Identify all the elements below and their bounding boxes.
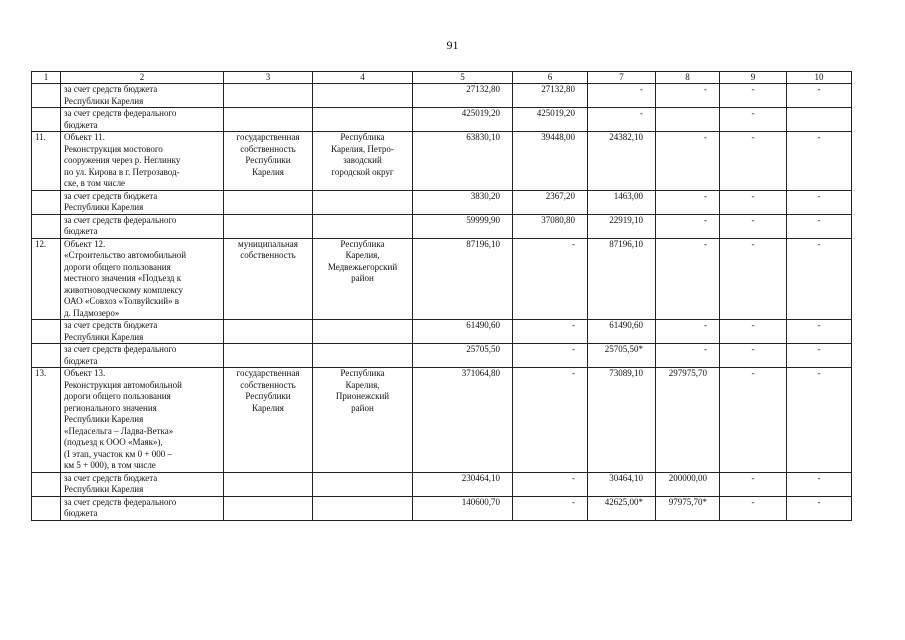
year-5-amount: -: [787, 496, 852, 520]
year-2-amount: -: [588, 84, 656, 108]
year-4-amount: -: [720, 190, 787, 214]
item-description: за счет средств бюджета Республики Карелия: [61, 472, 224, 496]
row-number: [32, 84, 61, 108]
table-row: [32, 132, 852, 191]
table-row: [32, 496, 852, 520]
total-cost: 425019,20: [413, 108, 513, 132]
item-description: Объект 11. Реконструкция мостового сооружения через р. Неглинку по ул. Кирова в г. Петрозавод- ске, в том числе: [61, 132, 224, 191]
item-description: за счет средств федерального бюджета: [61, 344, 224, 368]
year-5-amount: -: [787, 84, 852, 108]
budget-table: [31, 71, 852, 521]
year-1-amount: -: [513, 320, 588, 344]
year-3-amount: -: [656, 214, 720, 238]
table-row: [32, 190, 852, 214]
page-number: 91: [446, 38, 459, 52]
item-description: за счет средств федерального бюджета: [61, 214, 224, 238]
year-2-amount: 42625,00*: [588, 496, 656, 520]
row-number: [32, 214, 61, 238]
year-2-amount: 30464,10: [588, 472, 656, 496]
year-1-amount: -: [513, 472, 588, 496]
year-5-amount: -: [787, 190, 852, 214]
year-1-amount: -: [513, 344, 588, 368]
year-1-amount: 39448,00: [513, 132, 588, 191]
year-4-amount: -: [720, 496, 787, 520]
row-number: 12.: [32, 238, 61, 320]
row-number: [32, 344, 61, 368]
year-1-amount: -: [513, 496, 588, 520]
year-4-amount: -: [720, 84, 787, 108]
total-cost: 63830,10: [413, 132, 513, 191]
row-number: [32, 190, 61, 214]
year-3-amount: -: [656, 84, 720, 108]
item-description: за счет средств бюджета Республики Карелия: [61, 190, 224, 214]
table-row: [32, 320, 852, 344]
table-row: [32, 108, 852, 132]
year-3-amount: -: [656, 190, 720, 214]
total-cost: 27132,80: [413, 84, 513, 108]
table-row: [32, 368, 852, 473]
ownership-form: [224, 344, 313, 368]
row-number: 13.: [32, 368, 61, 473]
year-4-amount: -: [720, 472, 787, 496]
year-5-amount: -: [787, 368, 852, 473]
year-4-amount: -: [720, 132, 787, 191]
total-cost: 25705,50: [413, 344, 513, 368]
ownership-form: государственная собственность Республики Карелия: [224, 132, 313, 191]
total-cost: 3830,20: [413, 190, 513, 214]
row-number: [32, 496, 61, 520]
year-1-amount: 37080,80: [513, 214, 588, 238]
year-5-amount: -: [787, 238, 852, 320]
table-row: [32, 472, 852, 496]
location: [313, 472, 413, 496]
year-5-amount: [787, 108, 852, 132]
year-2-amount: 24382,10: [588, 132, 656, 191]
year-3-amount: -: [656, 238, 720, 320]
year-3-amount: 200000,00: [656, 472, 720, 496]
row-number: [32, 472, 61, 496]
year-5-amount: -: [787, 320, 852, 344]
year-3-amount: 97975,70*: [656, 496, 720, 520]
item-description: за счет средств бюджета Республики Карелия: [61, 84, 224, 108]
total-cost: 371064,80: [413, 368, 513, 473]
location: [313, 108, 413, 132]
location: [313, 344, 413, 368]
year-3-amount: 297975,70: [656, 368, 720, 473]
ownership-form: [224, 190, 313, 214]
item-description: Объект 13. Реконструкция автомобильной дороги общего пользования регионального значения Республики Карелия «Педасельга – Ладва-Ветка» (подъезд к ООО «Маяк»), (I этап, участок км 0 + 000 – км 5 + 000), в том числе: [61, 368, 224, 473]
year-4-amount: -: [720, 238, 787, 320]
year-2-amount: 87196,10: [588, 238, 656, 320]
location: [313, 214, 413, 238]
row-number: [32, 320, 61, 344]
header-cell: 4: [313, 72, 413, 84]
row-number: 11.: [32, 132, 61, 191]
year-4-amount: -: [720, 344, 787, 368]
year-2-amount: 61490,60: [588, 320, 656, 344]
year-3-amount: [656, 108, 720, 132]
header-row: [32, 72, 852, 84]
location: [313, 496, 413, 520]
ownership-form: [224, 472, 313, 496]
ownership-form: муниципальная собственность: [224, 238, 313, 320]
header-cell: 8: [656, 72, 720, 84]
location: [313, 84, 413, 108]
year-1-amount: 425019,20: [513, 108, 588, 132]
header-cell: 7: [588, 72, 656, 84]
header-cell: 5: [413, 72, 513, 84]
year-4-amount: -: [720, 320, 787, 344]
year-5-amount: -: [787, 472, 852, 496]
header-cell: 9: [720, 72, 787, 84]
table-row: [32, 84, 852, 108]
year-2-amount: 25705,50*: [588, 344, 656, 368]
year-4-amount: -: [720, 368, 787, 473]
item-description: за счет средств бюджета Республики Карелия: [61, 320, 224, 344]
row-number: [32, 108, 61, 132]
year-5-amount: -: [787, 214, 852, 238]
year-1-amount: -: [513, 368, 588, 473]
year-3-amount: -: [656, 132, 720, 191]
header-cell: 6: [513, 72, 588, 84]
total-cost: 59999,90: [413, 214, 513, 238]
location: [313, 320, 413, 344]
header-cell: 1: [32, 72, 61, 84]
year-2-amount: -: [588, 108, 656, 132]
ownership-form: [224, 496, 313, 520]
location: Республика Карелия, Петро- заводский городской округ: [313, 132, 413, 191]
table-row: [32, 344, 852, 368]
ownership-form: [224, 108, 313, 132]
ownership-form: [224, 214, 313, 238]
year-5-amount: -: [787, 344, 852, 368]
total-cost: 140600,70: [413, 496, 513, 520]
total-cost: 87196,10: [413, 238, 513, 320]
ownership-form: [224, 320, 313, 344]
year-1-amount: 27132,80: [513, 84, 588, 108]
year-2-amount: 73089,10: [588, 368, 656, 473]
year-3-amount: -: [656, 344, 720, 368]
header-cell: 3: [224, 72, 313, 84]
total-cost: 230464,10: [413, 472, 513, 496]
year-4-amount: -: [720, 214, 787, 238]
year-2-amount: 1463,00: [588, 190, 656, 214]
location: Республика Карелия, Прионежский район: [313, 368, 413, 473]
ownership-form: [224, 84, 313, 108]
year-2-amount: 22919,10: [588, 214, 656, 238]
year-1-amount: -: [513, 238, 588, 320]
location: Республика Карелия, Медвежьегорский район: [313, 238, 413, 320]
total-cost: 61490,60: [413, 320, 513, 344]
item-description: за счет средств федерального бюджета: [61, 496, 224, 520]
year-3-amount: -: [656, 320, 720, 344]
table-row: [32, 238, 852, 320]
year-4-amount: -: [720, 108, 787, 132]
table-row: [32, 214, 852, 238]
location: [313, 190, 413, 214]
ownership-form: государственная собственность Республики Карелия: [224, 368, 313, 473]
item-description: за счет средств федерального бюджета: [61, 108, 224, 132]
item-description: Объект 12. «Строительство автомобильной дороги общего пользования местного значения «Подъезд к животноводческому комплексу ОАО «Совхоз «Толвуйский» в д. Падмозеро»: [61, 238, 224, 320]
header-cell: 2: [61, 72, 224, 84]
year-5-amount: -: [787, 132, 852, 191]
year-1-amount: 2367,20: [513, 190, 588, 214]
header-cell: 10: [787, 72, 852, 84]
